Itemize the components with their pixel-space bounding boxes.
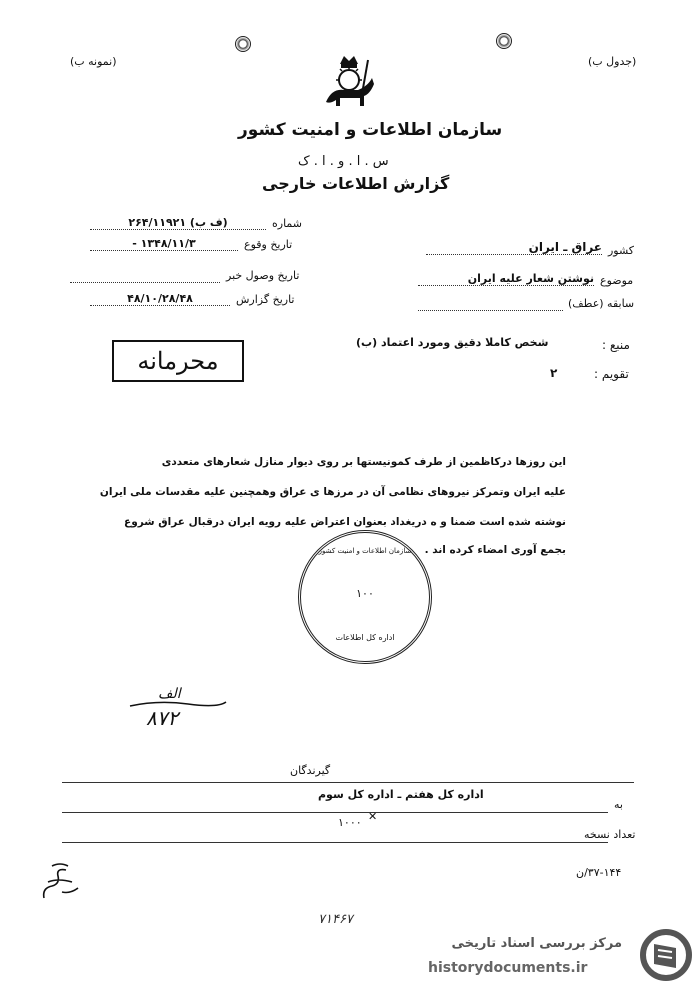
watermark-line-2: historydocuments.ir [428, 960, 588, 976]
copies-label: تعداد نسخه [584, 828, 636, 841]
seal-outer-text: سازمان اطلاعات و امنیت کشور [318, 547, 412, 555]
country-label: کشور [608, 244, 635, 257]
seal-center-number: ۱۰۰ [356, 587, 374, 600]
cross-mark-icon: ✕ [368, 810, 378, 823]
source-label: منبع : [602, 338, 630, 352]
number-value: (ف ب) ۲۶۴/۱۱۹۲۱ [90, 216, 266, 230]
recipients-label: گیرندگان [290, 764, 331, 777]
event-date-label: تاریخ وقوع [244, 238, 293, 251]
watermark [408, 924, 696, 986]
organization-abbreviation: س . ا . و . ا . ک [298, 154, 389, 169]
number-label: شماره [272, 217, 303, 230]
body-line-4: بجمع آوری امضاء کرده اند . [424, 544, 566, 556]
recipients-rule [62, 782, 634, 783]
report-date-label: تاریخ گزارش [236, 293, 295, 306]
received-date-label: تاریخ وصول خبر [226, 269, 300, 282]
organization-name: سازمان اطلاعات و امنیت کشور [238, 120, 503, 140]
handwritten-number: ۸۷۲ [146, 706, 179, 730]
recipients-to-label: به [614, 798, 623, 811]
form-number-left: (نمونه ب) [70, 55, 117, 68]
subject-label: موضوع [600, 274, 634, 287]
body-line-2: علیه ایران وتمرکز نیروهای نظامی آن در مرزها ی عراق وهمچنین علیه مقدسات ملی ایران [99, 486, 566, 498]
punch-hole-right [496, 33, 512, 49]
form-code: ۳۷-۱۴۴/ن [576, 866, 622, 879]
copies-value: ۱۰۰۰ [338, 816, 362, 829]
recipients-underline [62, 812, 608, 813]
report-title: گزارش اطلاعات خارجی [262, 174, 450, 193]
precedent-label: سابقه (عطف) [568, 297, 635, 310]
body-line-3: نوشته شده است ضمنا و ه دریغداد بعنوان اعتراض علیه رویه ایران درقبال عراق شروع [124, 516, 566, 528]
lion-and-sun-emblem-icon [318, 50, 380, 110]
received-date-value [70, 268, 220, 283]
evaluation-label: تقویم : [594, 367, 629, 381]
signature-icon [38, 858, 84, 908]
form-number-right: (جدول ب) [588, 55, 637, 68]
punch-hole-left [235, 36, 251, 52]
evaluation-value: ۲ [550, 366, 558, 380]
precedent-value [418, 296, 563, 311]
subject-value: نوشتن شعار علیه ایران [418, 272, 594, 286]
recipients-to-value: اداره کل هفتم ـ اداره کل سوم [318, 788, 484, 801]
handwritten-note: الف [158, 686, 181, 702]
event-date-value: ۱۳۴۸/۱۱/۳ - [90, 237, 238, 251]
copies-rule [62, 842, 608, 843]
classification-stamp: محرمانه [112, 340, 244, 382]
report-date-value: ۴۸/۱۰/۲۸/۴۸ [90, 292, 230, 306]
watermark-logo-icon [640, 928, 692, 982]
source-value: شخص کاملا دقیق ومورد اعتماد (ب) [356, 336, 549, 349]
official-seal [298, 530, 432, 664]
country-value: عراق ـ ایران [426, 240, 602, 255]
signature-text [0, 0, 2, 1]
seal-inner-text: اداره کل اطلاعات [335, 633, 395, 642]
watermark-line-1: مرکز بررسی اسناد تاریخی [451, 936, 622, 951]
body-line-1: این روزها درکاظمین از طرف کمونیستها بر روی دیوار منازل شعارهای متعددی [161, 456, 566, 468]
bottom-number: ۷۱۴۶۷ [318, 912, 353, 927]
